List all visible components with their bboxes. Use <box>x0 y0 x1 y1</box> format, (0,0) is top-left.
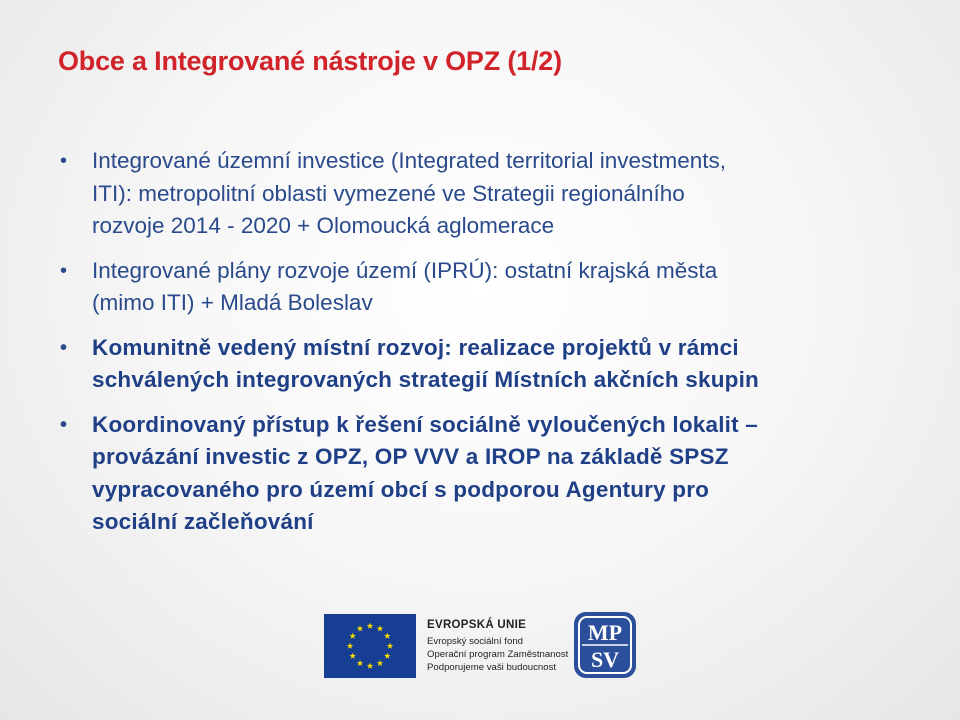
bullet-line: provázání investic z OPZ, OP VVV a IROP na základě SPSZ <box>92 444 729 469</box>
mpsv-logo <box>572 610 638 680</box>
bullet-line: (mimo ITI) + Mladá Boleslav <box>92 290 373 315</box>
eu-line: Podporujeme vaši budoucnost <box>427 661 557 673</box>
mpsv-logo-top: MP <box>587 620 623 645</box>
bullet-line: rozvoje 2014 - 2020 + Olomoucká aglomerace <box>92 213 555 238</box>
bullet-line: sociální začleňování <box>92 509 314 534</box>
bullet-dot-icon: • <box>60 150 68 172</box>
eu-flag-icon <box>324 614 416 678</box>
slide-title: Obce a Integrované nástroje v OPZ (1/2) <box>58 46 562 76</box>
bullet-dot-icon: • <box>60 413 68 436</box>
bullet-ipru <box>58 255 908 320</box>
bullet-line: Koordinovaný přístup k řešení sociálně vyloučených lokalit – <box>92 411 758 437</box>
bullet-list <box>58 145 908 551</box>
bullet-line: vypracovaného pro území obcí s podporou Agentury pro <box>92 476 710 502</box>
footer-logos <box>324 612 569 680</box>
bullet-clld <box>58 332 908 397</box>
eu-line: Operační program Zaměstnanost <box>427 648 569 660</box>
bullet-line: Integrované plány rozvoje území (IPRÚ): ostatní krajská města <box>92 257 718 283</box>
bullet-dot-icon: • <box>60 259 68 282</box>
bullet-koordinovany-pristup <box>58 409 908 539</box>
bullet-line: ITI): metropolitní oblasti vymezené ve Strategii regionálního <box>92 180 685 206</box>
eu-text-block <box>427 618 569 674</box>
mpsv-logo-bottom: SV <box>590 647 620 672</box>
eu-line: Evropský sociální fond <box>427 635 523 647</box>
bullet-dot-icon: • <box>60 336 68 359</box>
eu-title: EVROPSKÁ UNIE <box>427 618 527 631</box>
bullet-iti <box>58 145 908 243</box>
bullet-line: Integrované územní investice (Integrated territorial investments, <box>92 148 727 173</box>
bullet-line: Komunitně vedený místní rozvoj: realizace projektů v rámci <box>92 334 739 360</box>
bullet-line: schválených integrovaných strategií Místních akčních skupin <box>92 367 760 392</box>
